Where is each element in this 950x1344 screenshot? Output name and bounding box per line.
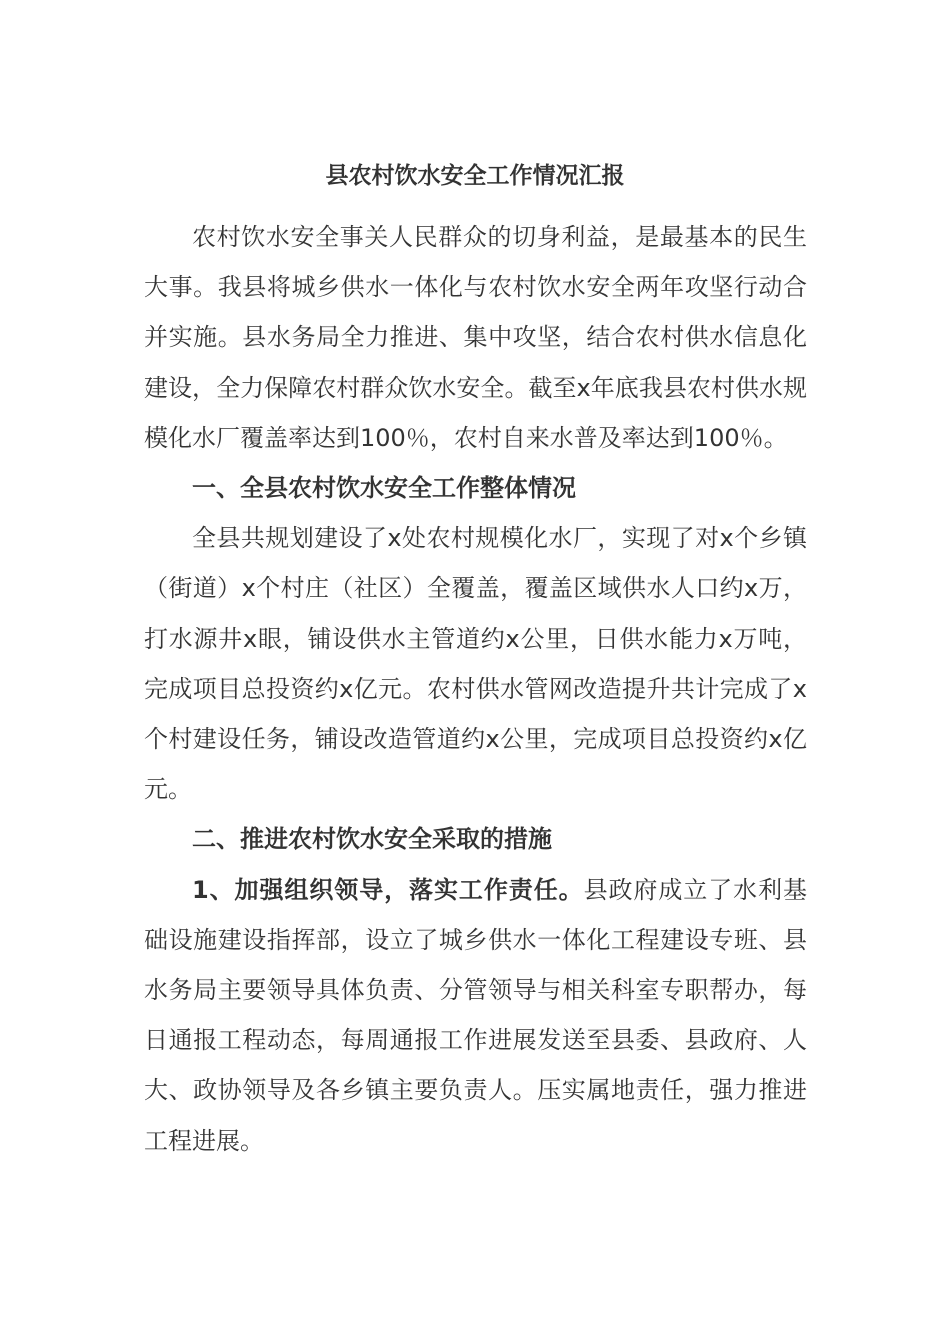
document-title: 县农村饮水安全工作情况汇报 [325,163,625,189]
section-1-paragraph: 全县共规划建设了x处农村规模化水厂，实现了对x个乡镇（街道）x个村庄（社区）全覆盖，覆盖区域供水人口约x万，打水源井x眼，铺设供水主管道约x公里，日供水能力x万吨，完成项目总投资约x亿元。农村供水管网改造提升共计完成了x个村建设任务，铺设改造管道约x公里，完成项目总投资约x亿元。 [144,524,807,804]
intro-paragraph: 农村饮水安全事关人民群众的切身利益，是最基本的民生大事。我县将城乡供水一体化与农村饮水安全两年攻坚行动合并实施。县水务局全力推进、集中攻坚，结合农村供水信息化建设，全力保障农村群众饮水安全。截至x年底我县农村供水规模化水厂覆盖率达到100％，农村自来水普及率达到100％。 [144,223,807,452]
document-body [144,212,807,1166]
measure-1-paragraph [144,865,807,1166]
section-heading-2: 二、推进农村饮水安全采取的措施 [192,825,552,854]
section-heading-1: 一、全县农村饮水安全工作整体情况 [192,474,576,503]
measure-1-text: 县政府成立了水利基础设施建设指挥部，设立了城乡供水一体化工程建设专班、县水务局主要领导具体负责、分管领导与相关科室专职帮办，每日通报工程动态，每周通报工作进展发送至县委、县政府、人大、政协领导及各乡镇主要负责人。压实属地责任，强力推进工程进展。 [144,875,808,1155]
measure-1-lead: 1、加强组织领导，落实工作责任。 [192,875,584,904]
